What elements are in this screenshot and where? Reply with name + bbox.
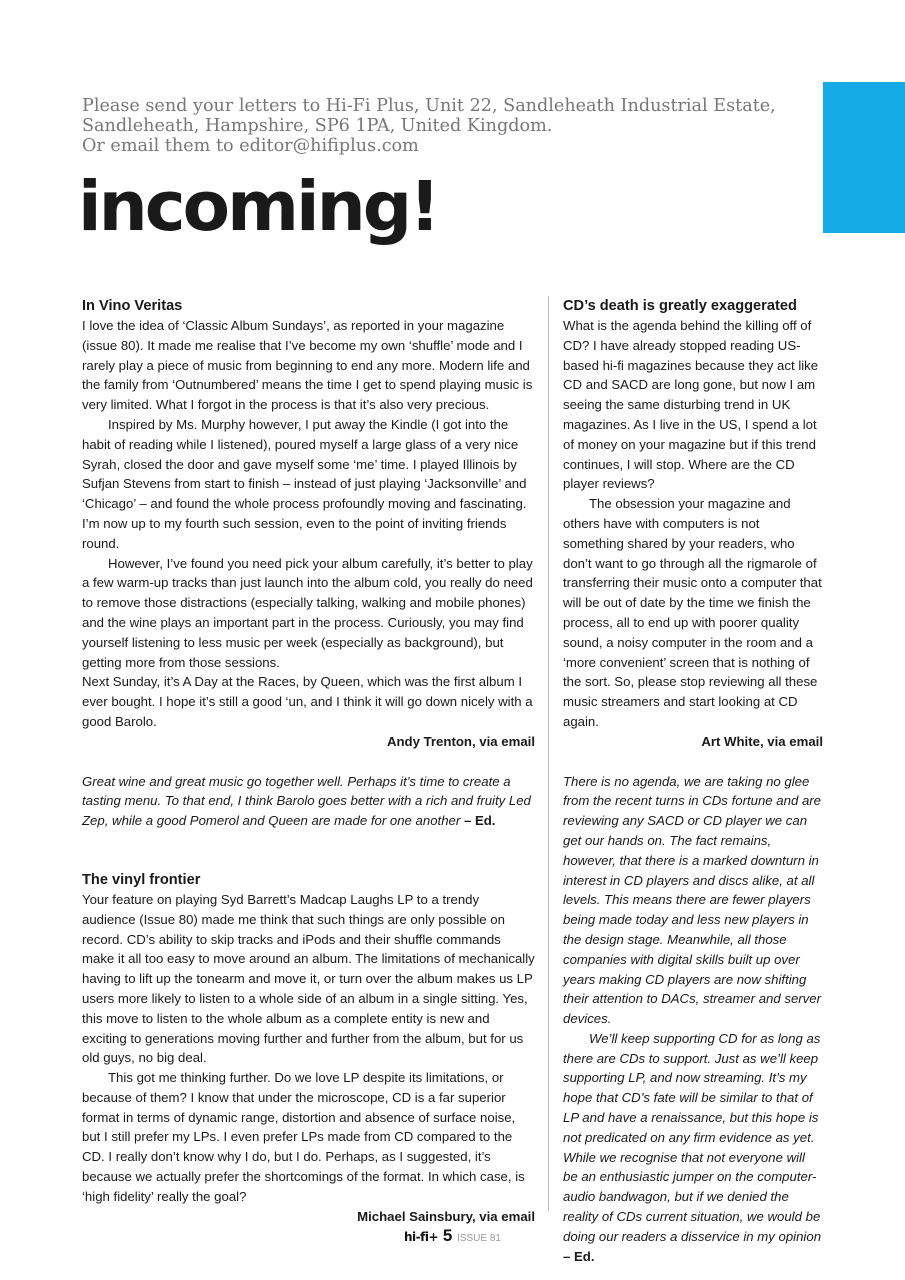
issue-number: ISSUE 81 bbox=[457, 1233, 501, 1244]
letter-paragraph: What is the agenda behind the killing off of CD? I have already stopped reading US-based hi-fi magazines because they act like CD and SACD are long gone, but now I am seeing the same disturbing trend in UK magazines. As I live in the US, I spend a lot of money on your magazine but if this trend continues, I will stop. Where are the CD player reviews? bbox=[563, 318, 819, 492]
section-tab bbox=[823, 82, 905, 233]
letter-paragraph: Inspired by Ms. Murphy however, I put away the Kindle (I got into the habit of reading while I listened), poured myself a large glass of a very nice Syrah, closed the door and gave myself some ‘me’ time. I played Illinois by Sufjan Stevens from start to finish – instead of just playing ‘Jacksonville’ and ‘Chicago’ – and found the whole process profoundly moving and fascinating. I’m now up to my fourth such session, even to the point of inviting friends round. bbox=[82, 416, 527, 551]
letter-paragraph: This got me thinking further. Do we love LP despite its limitations, or because of them? I know that under the microscope, CD is a far superior format in terms of dynamic range, distortion and absence of surface noise, but I still prefer my LPs. I even prefer LPs made from CD compared to the CD. I really don’t know why I do, but I do. Perhaps, as I suggested, it’s because we actually prefer the shortcomings of the format. In which case, is ‘high fidelity’ really the goal? bbox=[82, 1070, 525, 1204]
letter-heading: In Vino Veritas bbox=[82, 298, 183, 314]
address-line: Or email them to editor@hifiplus.com bbox=[82, 136, 419, 156]
right-column bbox=[563, 296, 823, 1266]
letter-paragraph: The obsession your magazine and others have with computers is not something shared by your readers, who don’t want to go through all the rigmarole of transferring their music onto a computer that will be out of date by the time we finish the process, all to end up with poorer quality sound, a noisy computer in the room and a ‘more convenient’ screen that is nothing of the sort. So, please stop reviewing all these music streamers and start looking at CD again. bbox=[563, 496, 822, 729]
letter-signature: Michael Sainsbury, via email bbox=[357, 1208, 535, 1224]
letter-paragraph: Next Sunday, it’s A Day at the Races, by Queen, which was the first album I ever bought. I hope it’s still a good ‘un, and I think it will go down nicely with a good Barolo. bbox=[82, 674, 533, 729]
editor-reply bbox=[82, 772, 535, 831]
letter-signature: Art White, via email bbox=[701, 733, 823, 749]
editor-sign: – Ed. bbox=[563, 1248, 595, 1264]
letter-signature: Andy Trenton, via email bbox=[386, 733, 535, 749]
magazine-logo: hi-fi+ bbox=[404, 1230, 439, 1244]
letter-paragraph: Your feature on playing Syd Barrett’s Madcap Laughs LP to a trendy audience (Issue 80) made me think that such things are only possible on record. CD’s ability to skip tracks and iPods and their shuffle commands make it all too easy to move around an album. The limitations of mechanically having to lift up the tonearm and move it, or turn over the album makes us LP users more likely to listen to a whole side of an album in a single sitting. Yes, this move to listen to the whole album as a complete entity is new and exciting to generations moving further and further from the album, but for us old guys, no big deal. bbox=[82, 891, 535, 1066]
letter-paragraph: However, I’ve found you need pick your album carefully, it’s better to play a few warm-up tracks than just launch into the album cold, you really do need to remove those distractions (especially talking, walking and mobile phones) and the wine plays an important part in the process. Curiously, you may find yourself listening to less music per week (especially as background), but getting more from those sessions. bbox=[82, 555, 533, 670]
letters-address bbox=[82, 96, 802, 156]
page-number: 5 bbox=[442, 1226, 453, 1245]
letter-paragraph: I love the idea of ‘Classic Album Sundays’, as reported in your magazine (issue 80). It made me realise that I’ve become my own ‘shuffle’ mode and I rarely play a piece of music from beginning to end any more. Modern life and the family from ‘Outnumbered’ means the time I get to spend playing music is very limited. What I forgot in the process is that it’s also very precious. bbox=[82, 318, 533, 413]
editor-reply: There is no agenda, we are taking no glee from the recent turns in CDs fortune and are reviewing any SACD or CD player we can get our hands on. The fact remains, however, that there is a marked downturn in interest in CD players and discs alike, at all levels. This means there are fewer players being made today and less new players in the design stage. Meanwhile, all those companies with digital skills built up over years making CD players are now shifting their attention to DACs, streamer and server devices. bbox=[563, 773, 822, 1027]
left-column bbox=[82, 296, 535, 1226]
column-divider bbox=[548, 296, 549, 1211]
page-footer bbox=[0, 1226, 905, 1246]
letter-heading: The vinyl frontier bbox=[82, 871, 201, 888]
page-title: incoming! bbox=[78, 167, 438, 247]
letter-heading: CD’s death is greatly exaggerated bbox=[563, 298, 797, 314]
editor-reply-text: Great wine and great music go together well. Perhaps it’s time to create a tasting menu. To that end, I think Barolo goes better with a rich and fruity Led Zep, while a good Pomerol and Queen are made for one another bbox=[82, 773, 531, 829]
address-line: Sandleheath, Hampshire, SP6 1PA, United Kingdom. bbox=[82, 116, 553, 136]
editor-sign: – Ed. bbox=[460, 813, 496, 829]
address-line: Please send your letters to Hi-Fi Plus, Unit 22, Sandleheath Industrial Estate, bbox=[82, 96, 776, 116]
editor-reply-text: We’ll keep supporting CD for as long as there are CDs to support. Just as we’ll keep supporting LP, and now streaming. It’s my hope that CD’s fate will be similar to that of LP and have a renaissance, but this hope is not predicated on any firm evidence as yet. While we recognise that not everyone will be an enthusiastic jumper on the computer-audio bandwagon, but if we denied the reality of CDs current situation, we would be doing our readers a disservice in my opinion bbox=[563, 1030, 822, 1244]
